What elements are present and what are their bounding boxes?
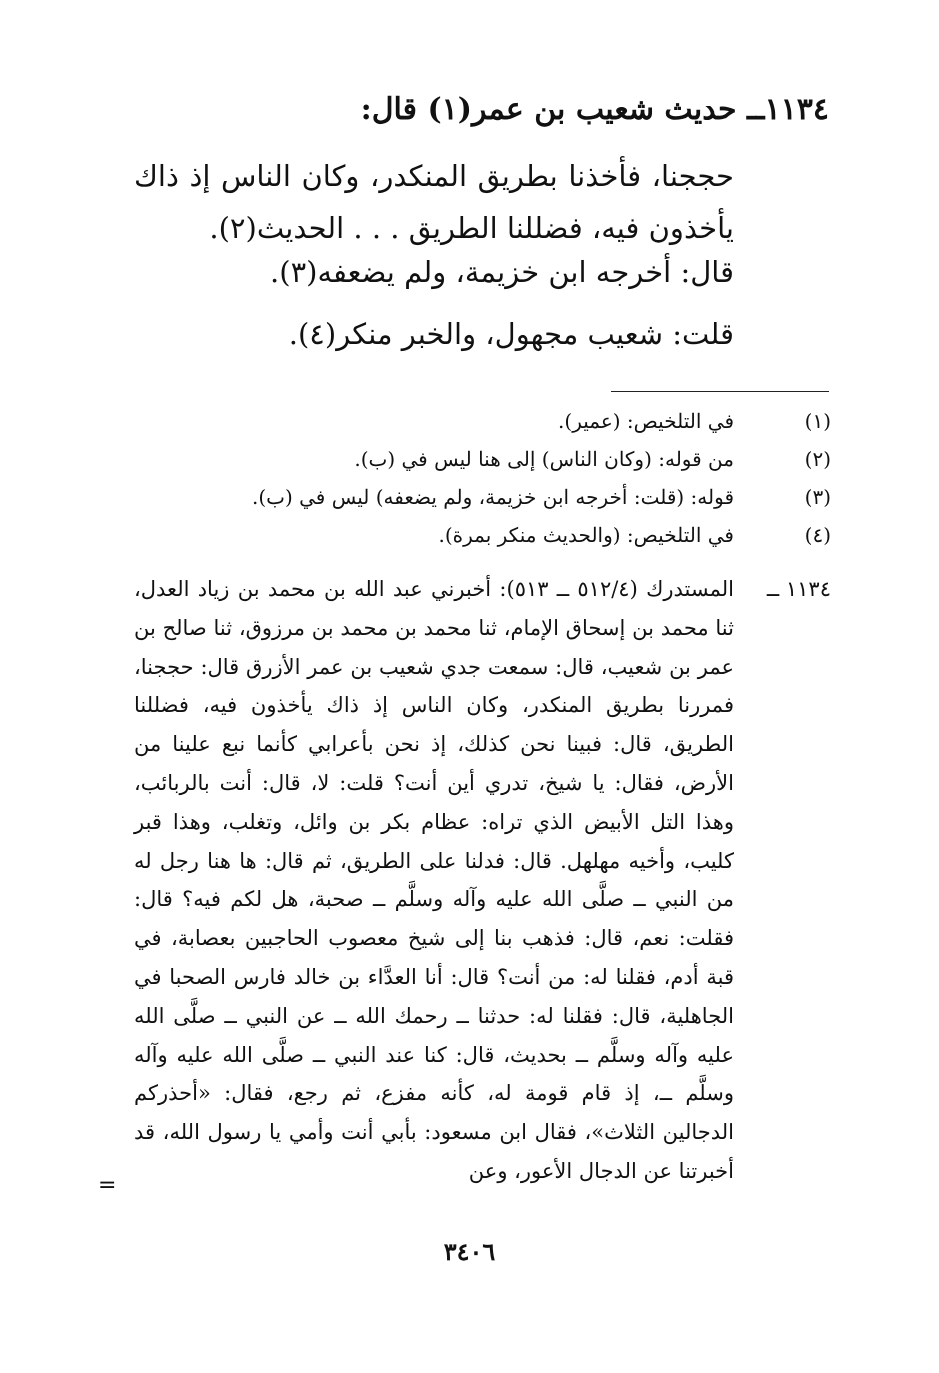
footnote-item	[131, 478, 831, 516]
footnote-number: (٣)	[804, 485, 831, 509]
takhrij-statement: قال: أخرجه ابن خزيمة، ولم يضعفه(٣).	[270, 255, 734, 289]
hadith-paragraph: حججنا، فأخذنا بطريق المنكدر، وكان الناس إذ ذاك يأخذون فيه، فضللنا الطريق . . . الحديث(٢).	[134, 159, 734, 245]
footnote-item	[131, 402, 831, 440]
commentary-text: المستدرك (٥١٢/٤ ــ ٥١٣): أخبرني عبد الله بن محمد بن زياد العدل، ثنا محمد بن إسحاق الإمام، ثنا محمد بن محمد بن مرزوق، ثنا صالح بن عمر بن شعيب، قال: سمعت جدي شعيب بن عمر الأزرق قال: حججنا، فمررنا بطريق المنكدر، وكان الناس إذ ذاك يأخذون فيه، فضللنا الطريق، قال: فبينا نحن كذلك، إذ نحن بأعرابي كأنما نبع علينا من الأرض، فقال: يا شيخ، تدري أين أنت؟ قلت: لا، قال: أنت بالربائب، وهذا التل الأبيض الذي تراه: عظام بكر بن وائل، وتغلب، وهذا قبر كليب، وأخيه مهلهل. قال: فدلنا على الطريق، ثم قال: ها هنا رجل له من النبي ــ صلَّى الله عليه وآله وسلَّم ــ صحبة، هل لكم فيه؟ قال: فقلت: نعم، قال: فذهب بنا إلى شيخ معصوب الحاجبين بعصابة، في قبة أدم، فقلنا له: من أنت؟ قال: أنا العدَّاء بن خالد فارس الصحبا في الجاهلية، قال: فقلنا له: حدثنا ــ رحمك الله ــ عن النبي ــ صلَّى الله عليه وآله وسلَّم ــ بحديث، قال: كنا عند النبي ــ صلَّى الله عليه وآله وسلَّم ــ، إذ قام قومة له، كأنه مفزع، ثم رجع، فقال: «أحذركم الدجالين الثلاث»، فقال ابن مسعود: بأبي أنت وأمي يا رسول الله، قد أخبرتنا عن الدجال الأعور، وعن	[134, 577, 734, 1183]
critique-statement: قلت: شعيب مجهول، والخبر منكر(٤).	[288, 317, 734, 351]
hadith-text	[134, 150, 734, 254]
footnote-item	[131, 440, 831, 478]
continuation-mark: =	[98, 1173, 117, 1198]
footnote-item	[131, 516, 831, 554]
commentary-number: ١١٣٤ ــ	[766, 577, 831, 601]
page-number: ٣٤٠٦	[443, 1237, 496, 1266]
footnote-text: قوله: (قلت: أخرجه ابن خزيمة، ولم يضعفه) ليس في (ب).	[251, 485, 734, 509]
footnote-text: في التلخيص: (والحديث منكر بمرة).	[438, 523, 734, 547]
footnote-number: (٢)	[804, 447, 831, 471]
footnote-text: في التلخيص: (عمير).	[558, 409, 734, 433]
footnote-number: (٤)	[804, 523, 831, 547]
hadith-heading: ١١٣٤ــ حديث شعيب بن عمر(١) قال:	[360, 92, 829, 127]
footnote-separator	[611, 391, 829, 392]
footnote-number: (١)	[804, 409, 831, 433]
footnote-text: من قوله: (وكان الناس) إلى هنا ليس في (ب).	[354, 447, 734, 471]
footnotes	[131, 402, 831, 554]
